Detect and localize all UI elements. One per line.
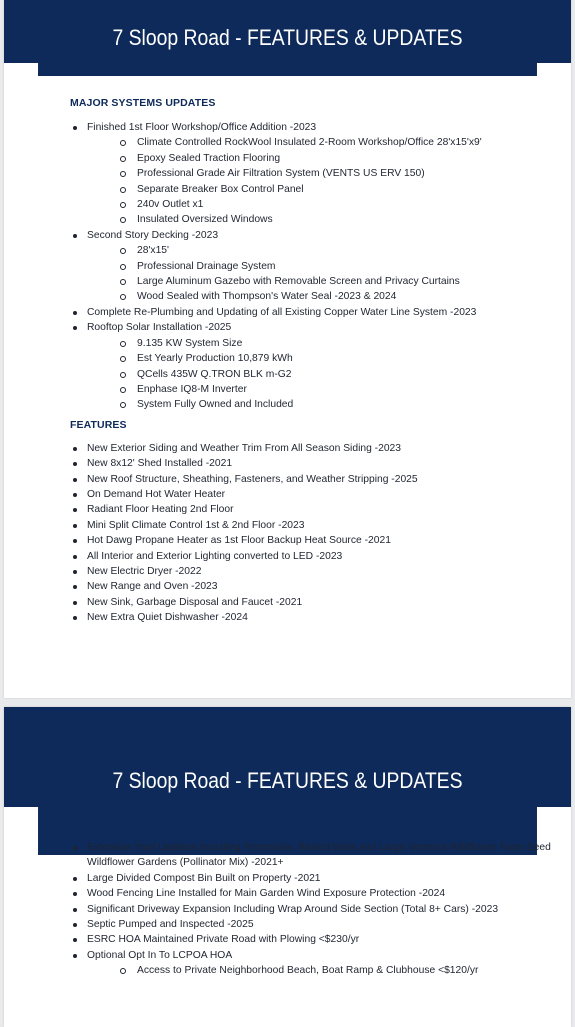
sub-bullet-list	[87, 243, 561, 305]
list-item	[70, 533, 561, 548]
sub-list-item: Professional Grade Air Filtration System (VENTS US ERV 150)	[87, 166, 561, 181]
title-banner	[4, 0, 571, 63]
bullet-list	[70, 120, 561, 413]
list-item	[70, 518, 561, 533]
sub-list-item: 240v Outlet x1	[87, 197, 561, 212]
sub-bullet-list	[87, 135, 561, 227]
list-item-text: Optional Opt In To LCPOA HOA	[87, 949, 233, 961]
list-item-text: Large Divided Compost Bin Built on Property -2021	[87, 872, 321, 884]
section-heading: FEATURES	[70, 418, 127, 431]
list-item-text: Complete Re-Plumbing and Updating of all Existing Copper Water Line System -2023	[87, 306, 477, 318]
list-item	[70, 917, 561, 932]
list-item-text: Wood Fencing Line Installed for Main Garden Wind Exposure Protection -2024	[87, 888, 446, 900]
list-item-text: Finished 1st Floor Workshop/Office Addition -2023	[87, 122, 317, 133]
sub-list-item: Large Aluminum Gazebo with Removable Screen and Privacy Curtains	[87, 274, 561, 289]
sub-list-item: 9.135 KW System Size	[87, 336, 561, 351]
list-item-text: Significant Driveway Expansion Including Wrap Around Side Section (Total 8+ Cars) -2023	[87, 903, 499, 915]
list-item-text: New Electric Dryer -2022	[87, 565, 202, 577]
list-item	[70, 320, 561, 412]
list-item	[70, 902, 561, 917]
list-item-text: All Interior and Exterior Lighting converted to LED -2023	[87, 550, 343, 562]
list-item	[70, 502, 561, 517]
title-banner	[4, 707, 571, 807]
sub-bullet-list	[87, 336, 561, 413]
list-item	[70, 932, 561, 947]
bullet-list	[70, 441, 561, 626]
list-item-text: New Exterior Siding and Weather Trim From All Season Siding -2023	[87, 442, 402, 454]
list-item-text: Second Story Decking -2023	[87, 229, 219, 241]
list-item-text: New Roof Structure, Sheathing, Fasteners, and Weather Stripping -2025	[87, 473, 418, 485]
sub-list-item: Access to Private Neighborhood Beach, Boat Ramp & Clubhouse <$120/yr	[87, 963, 561, 978]
sub-bullet-list	[87, 963, 561, 978]
page-content	[4, 63, 571, 626]
sub-list-item: Est Yearly Production 10,879 kWh	[87, 351, 561, 366]
list-item-text: New Sink, Garbage Disposal and Faucet -2021	[87, 596, 303, 608]
list-item	[70, 948, 561, 979]
bullet-list	[70, 840, 561, 979]
list-item-text: Extensive Yard Updates Including Perennials, Raised Beds and Large Vermont Wildflower Farm Seed Wildflower Gardens (Pollinator Mix) -2021+	[87, 842, 551, 869]
list-item	[70, 610, 561, 625]
list-item-text: Rooftop Solar Installation -2025	[87, 322, 232, 334]
list-item-text: Radiant Floor Heating 2nd Floor	[87, 504, 234, 516]
list-item-text: New 8x12' Shed Installed -2021	[87, 458, 233, 470]
document-page-2	[4, 707, 571, 1027]
list-item	[70, 305, 561, 320]
list-item-text: New Range and Oven -2023	[87, 581, 218, 593]
sub-list-item: Enphase IQ8-M Inverter	[87, 382, 561, 397]
page-title: 7 Sloop Road - FEATURES & UPDATES	[38, 707, 537, 855]
list-item	[70, 886, 561, 901]
list-item	[70, 564, 561, 579]
list-item	[70, 871, 561, 886]
list-item	[70, 228, 561, 305]
list-item	[70, 472, 561, 487]
list-item-text: Mini Split Climate Control 1st & 2nd Floor -2023	[87, 519, 305, 531]
sub-list-item: Insulated Oversized Windows	[87, 212, 561, 227]
list-item	[70, 120, 561, 228]
list-item	[70, 595, 561, 610]
sub-list-item: Separate Breaker Box Control Panel	[87, 182, 561, 197]
section-heading: MAJOR SYSTEMS UPDATES	[70, 97, 216, 109]
list-item-text: Hot Dawg Propane Heater as 1st Floor Backup Heat Source -2021	[87, 535, 391, 547]
list-item-text: New Extra Quiet Dishwasher -2024	[87, 612, 248, 624]
sub-list-item: QCells 435W Q.TRON BLK m-G2	[87, 367, 561, 382]
list-item	[70, 840, 561, 871]
document-page-1	[4, 0, 571, 698]
list-item	[70, 579, 561, 594]
list-item	[70, 456, 561, 471]
list-item	[70, 441, 561, 456]
sub-list-item: Epoxy Sealed Traction Flooring	[87, 151, 561, 166]
list-item-text: ESRC HOA Maintained Private Road with Plowing <$230/yr	[87, 934, 360, 946]
page-title: 7 Sloop Road - FEATURES & UPDATES	[38, 0, 537, 76]
sub-list-item: Wood Sealed with Thompson's Water Seal -2023 & 2024	[87, 289, 561, 304]
sub-list-item: Climate Controlled RockWool Insulated 2-Room Workshop/Office 28'x15'x9'	[87, 135, 561, 150]
sub-list-item: Professional Drainage System	[87, 259, 561, 274]
sub-list-item: System Fully Owned and Included	[87, 397, 561, 412]
list-item-text: On Demand Hot Water Heater	[87, 488, 226, 500]
sub-list-item: 28'x15'	[87, 243, 561, 258]
list-item	[70, 487, 561, 502]
list-item	[70, 549, 561, 564]
list-item-text: Septic Pumped and Inspected -2025	[87, 919, 254, 931]
